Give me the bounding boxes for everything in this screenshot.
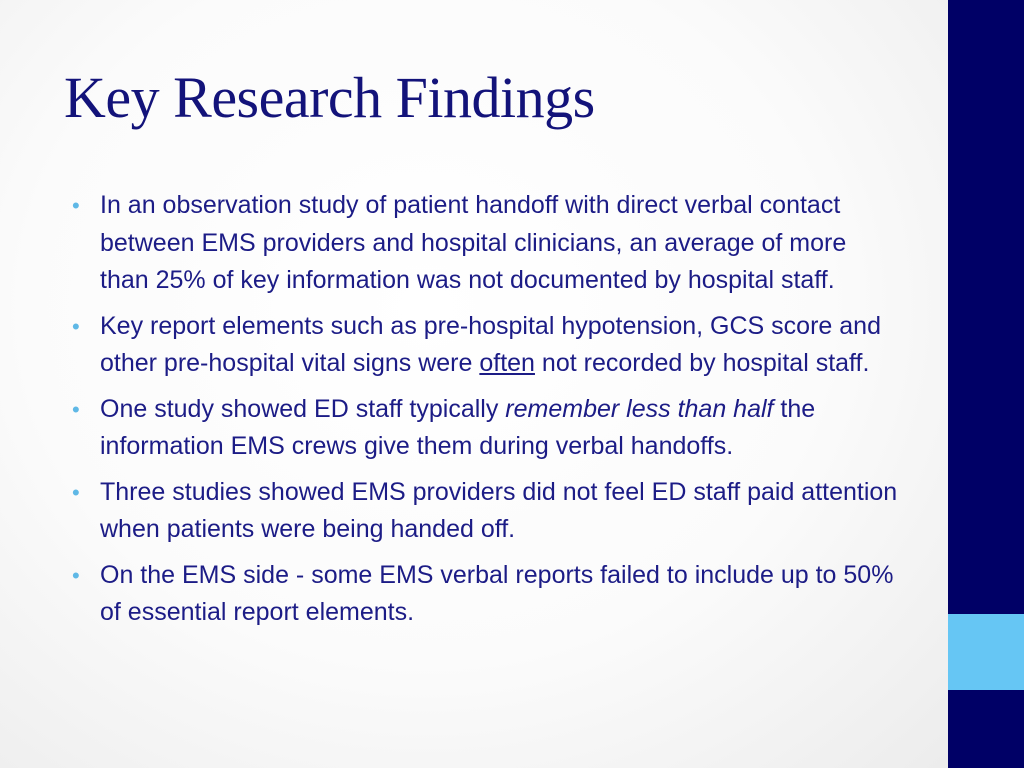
bullet-item-2 bbox=[70, 308, 900, 383]
bullet-text: On the EMS side - some EMS verbal reports failed to include up to 50% of essential report elements. bbox=[100, 560, 894, 626]
bullet-list bbox=[70, 187, 900, 640]
side-bar-accent bbox=[948, 614, 1024, 690]
bullet-dot-icon: • bbox=[72, 396, 80, 422]
bullet-dot-icon: • bbox=[72, 562, 80, 588]
bullet-item-5 bbox=[70, 557, 900, 632]
bullet-emphasis-underline: often bbox=[479, 349, 535, 377]
bullet-dot-icon: • bbox=[72, 479, 80, 505]
bullet-item-1 bbox=[70, 187, 900, 300]
bullet-text: In an observation study of patient handoff with direct verbal contact between EMS providers and hospital clinicians, an average of more than 25% of key information was not documented by hospital staff. bbox=[100, 191, 847, 294]
bullet-dot-icon: • bbox=[72, 193, 80, 218]
slide-title: Key Research Findings bbox=[64, 65, 595, 130]
bullet-emphasis-italic: remember less than half bbox=[505, 394, 774, 423]
bullet-dot-icon: • bbox=[72, 313, 80, 339]
bullet-text-before: Key report elements such as pre-hospital hypotension, GCS score and other pre-hospital vital signs were bbox=[100, 311, 881, 377]
bullet-item-3 bbox=[70, 391, 900, 466]
bullet-text-before: One study showed ED staff typically bbox=[100, 394, 506, 423]
bullet-text-after: not recorded by hospital staff. bbox=[534, 349, 870, 377]
bullet-item-4 bbox=[70, 474, 900, 549]
bullet-text: Three studies showed EMS providers did not feel ED staff paid attention when patients were being handed off. bbox=[100, 477, 898, 543]
bullet-text-after: the information EMS crews give them during verbal handoffs. bbox=[100, 394, 816, 460]
